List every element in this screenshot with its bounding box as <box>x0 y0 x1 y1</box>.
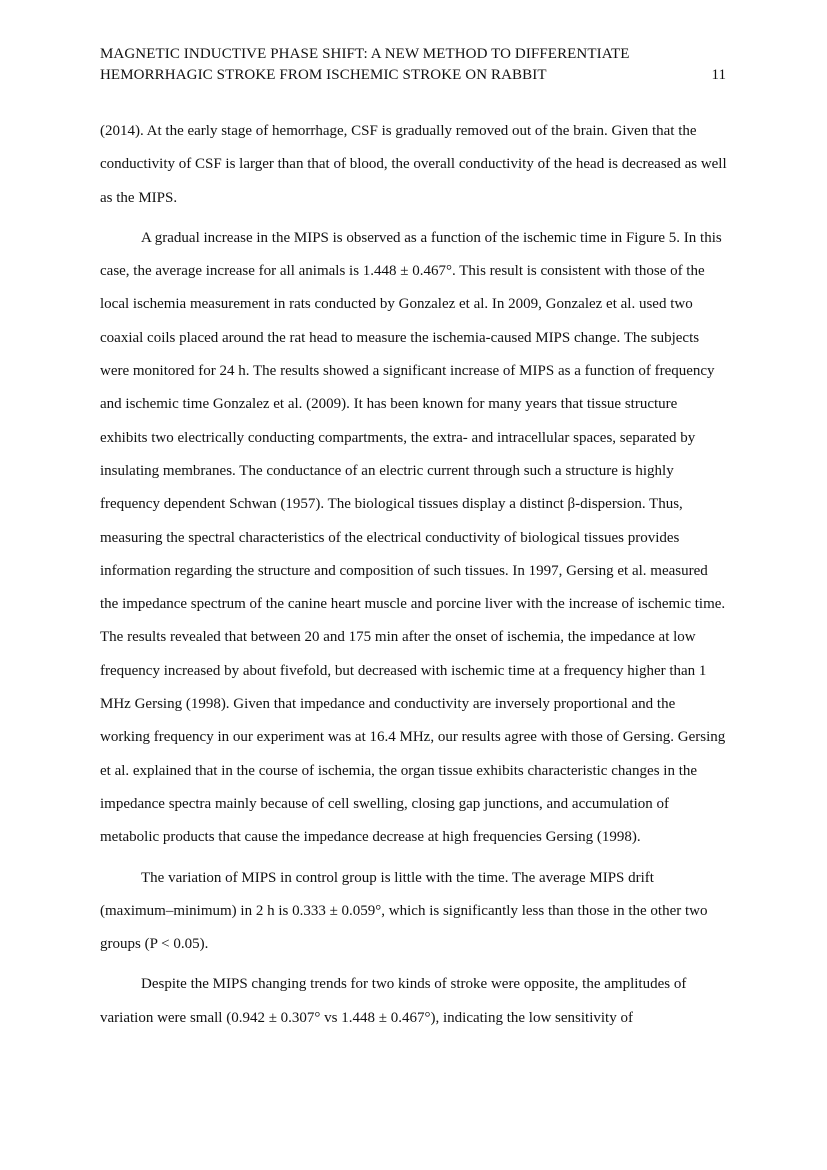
running-head-title-line-2: HEMORRHAGIC STROKE FROM ISCHEMIC STROKE ON RABBIT <box>100 67 547 83</box>
page-number: 11 <box>711 67 726 83</box>
running-head-title <box>100 44 727 86</box>
running-head-title-line-1: MAGNETIC INDUCTIVE PHASE SHIFT: A NEW METHOD TO DIFFERENTIATE <box>100 46 630 62</box>
paragraph-ischemic-mips: A gradual increase in the MIPS is observed as a function of the ischemic time in Figure 5. In this case, the average increase for all animals is 1.448 ± 0.467°. This result is consistent with those of the local ischemia measurement in rats conducted by Gonzalez et al. In 2009, Gonzalez et al. used two coaxial coils placed around the rat head to measure the ischemia-caused MIPS change. The subjects were monitored for 24 h. The results showed a significant increase of MIPS as a function of frequency and ischemic time Gonzalez et al. (2009). It has been known for many years that tissue structure exhibits two electrically conducting compartments, the extra- and intracellular spaces, separated by insulating membranes. The conductance of an electric current through such a structure is highly frequency dependent Schwan (1957). The biological tissues display a distinct β-dispersion. Thus, measuring the spectral characteristics of the electrical conductivity of biological tissues provides information regarding the structure and composition of such tissues. In 1997, Gersing et al. measured the impedance spectrum of the canine heart muscle and porcine liver with the increase of ischemic time. The results revealed that between 20 and 175 min after the onset of ischemia, the impedance at low frequency increased by about fivefold, but decreased with ischemic time at a frequency higher than 1 MHz Gersing (1998). Given that impedance and conductivity are inversely proportional and the working frequency in our experiment was at 16.4 MHz, our results agree with those of Gersing. Gersing et al. explained that in the course of ischemia, the organ tissue exhibits characteristic changes in the impedance spectra mainly because of cell swelling, closing gap junctions, and accumulation of metabolic products that cause the impedance decrease at high frequencies Gersing (1998). <box>100 229 726 846</box>
paragraph-continuation: (2014). At the early stage of hemorrhage, CSF is gradually removed out of the brain. Given that the conductivity of CSF is larger than that of blood, the overall conductivity of the head is decreased as well as the MIPS. <box>100 123 727 206</box>
paragraph-control-group: The variation of MIPS in control group is little with the time. The average MIPS drift (maximum–minimum) in 2 h is 0.333 ± 0.059°, which is significantly less than those in the other two groups (P < 0.05). <box>100 869 708 953</box>
paragraph-amplitude-variation: Despite the MIPS changing trends for two kinds of stroke were opposite, the amplitudes of variation were small (0.942 ± 0.307° vs 1.448 ± 0.467°), indicating the low sensitivity of <box>100 976 687 1026</box>
body-text <box>100 115 727 1042</box>
